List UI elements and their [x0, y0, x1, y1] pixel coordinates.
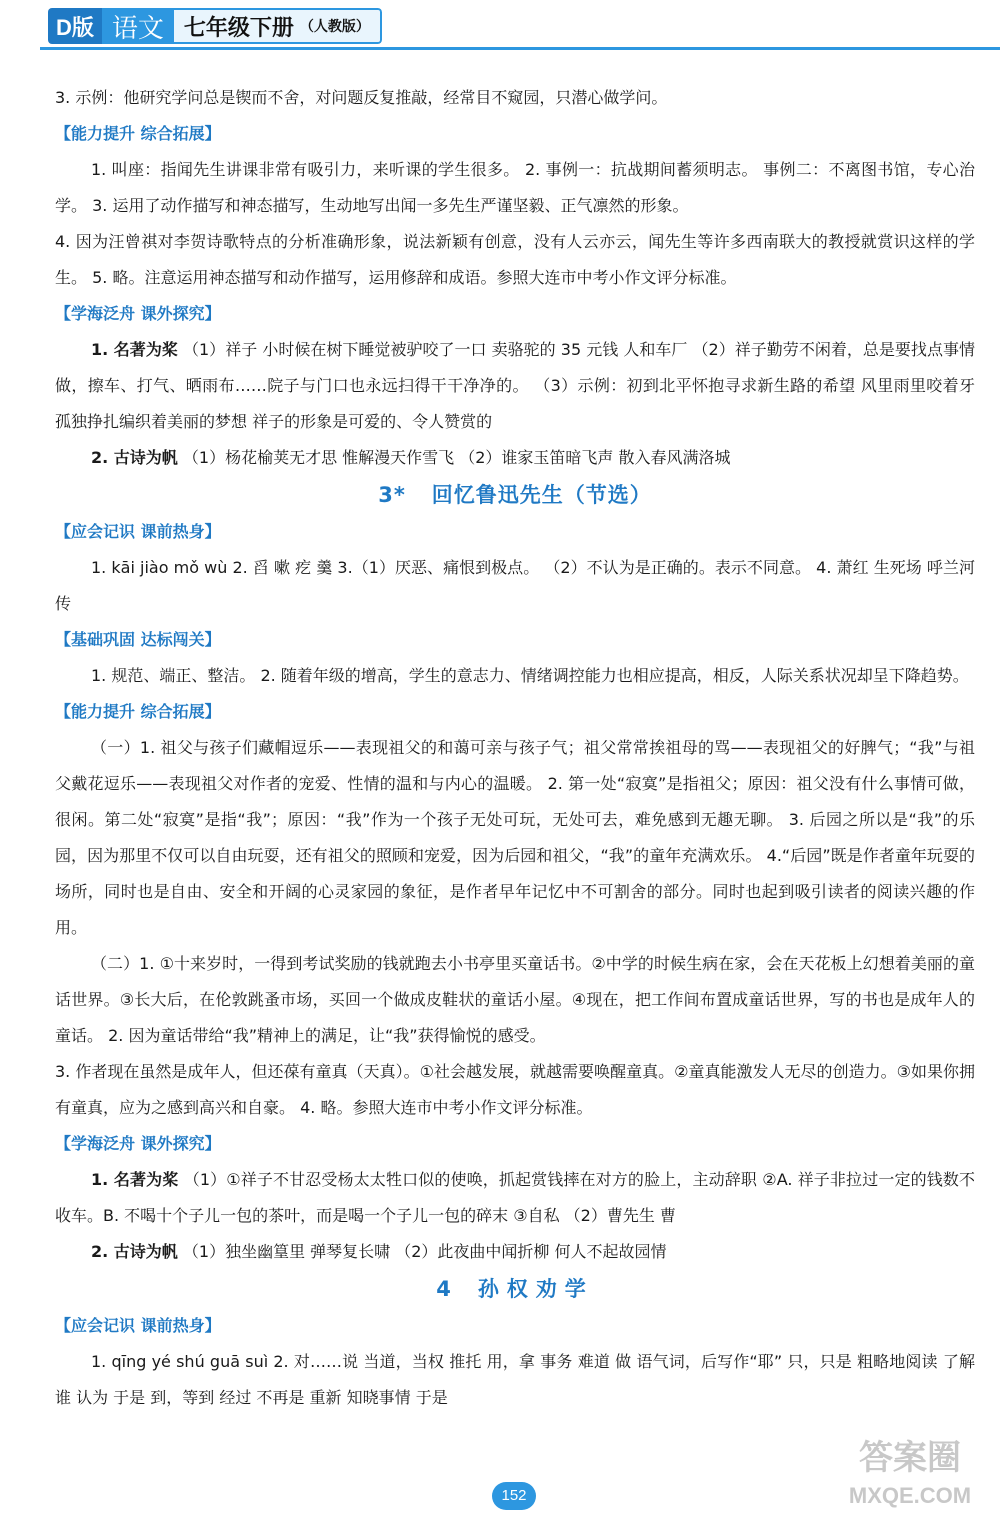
chapter-name: 回忆鲁迅先生（节选）: [431, 483, 652, 507]
grade-text: 七年级下册: [183, 15, 294, 41]
answer-text: （1）杨花榆荚无才思 惟解漫天作雪飞 （2）谁家玉笛暗飞声 散入春风满洛城: [182, 448, 731, 467]
answer-content: [55, 80, 975, 1416]
section-heading: 【应会记识 课前热身】: [55, 522, 221, 541]
publisher-text: （人教版）: [299, 19, 370, 35]
watermark-url: MXQE.COM: [848, 1483, 972, 1508]
sub-heading: 2. 古诗为帆: [91, 448, 178, 467]
answer-text: （1）①祥子不甘忍受杨太太牲口似的使唤，抓起赏钱摔在对方的脸上，主动辞职 ②A. 祥子非拉过一定的钱数不收车。B. 不喝十个子儿一包的茶叶，而是喝一个子儿一包的碎末 ③自私 （2）曹先生 曹: [55, 1170, 975, 1225]
answer-paragraph: （一）1. 祖父与孩子们藏帽逗乐——表现祖父的和蔼可亲与孩子气；祖父常常挨祖母的骂——表现祖父的好脾气；“我”与祖父戴花逗乐——表现祖父对作者的宠爱、性情的温和与内心的温暖。 2. 第一处“寂寞”是指祖父；原因：祖父没有什么事情可做，很闲。第二处“寂寞”是指“我”；原因：“我”作为一个孩子无处可玩，无处可去，难免感到无趣无聊。 3. 后园之所以是“我”的乐园，因为那里不仅可以自由玩耍，还有祖父的照顾和宠爱，因为后园和祖父，“我”的童年充满欢乐。 4.“后园”既是作者童年玩耍的场所，同时也是自由、安全和开阔的心灵家园的象征，是作者早年记忆中不可割舍的部分。同时也起到吸引读者的阅读兴趣的作用。: [55, 738, 975, 937]
page-header: [0, 0, 1000, 62]
chapter-title: [55, 476, 975, 514]
edition-badge: D版: [48, 8, 102, 44]
answer-paragraph: 1. kāi jiào mǒ wù 2. 舀 嗽 疙 羹 3.（1）厌恶、痛恨到极点。 （2）不认为是正确的。表示不同意。 4. 萧红 生死场 呼兰河传: [55, 558, 975, 613]
header-divider: [40, 47, 1000, 50]
sub-heading: 1. 名著为桨: [91, 340, 178, 359]
answer-text: （1）祥子 小时候在树下睡觉被驴咬了一口 卖骆驼的 35 元钱 人和车厂 （2）祥子勤劳不闲着，总是要找点事情做，擦车、打气、晒雨布……院子与门口也永远扫得干干净净的。 （3）示例：初到北平怀抱寻求新生路的希望 风里雨里咬着牙 孤独挣扎编织着美丽的梦想 祥子的形象是可爱的、令人赞赏的: [55, 340, 975, 431]
grade-label: [174, 8, 382, 44]
answer-paragraph: 1. 规范、端正、整洁。 2. 随着年级的增高，学生的意志力、情绪调控能力也相应提高，相反，人际关系状况却呈下降趋势。: [91, 666, 969, 685]
answer-paragraph: 4. 因为汪曾祺对李贺诗歌特点的分析准确形象，说法新颖有创意，没有人云亦云，闻先生等许多西南联大的教授就赏识这样的学生。 5. 略。注意运用神态描写和动作描写，运用修辞和成语。参照大连市中考小作文评分标准。: [55, 232, 975, 287]
sub-heading: 2. 古诗为帆: [91, 1242, 178, 1261]
page-number: 152: [492, 1482, 536, 1510]
section-heading: 【基础巩固 达标闯关】: [55, 630, 221, 649]
section-heading: 【应会记识 课前热身】: [55, 1316, 221, 1335]
answer-paragraph: 3. 作者现在虽然是成年人，但还葆有童真（天真）。①社会越发展，就越需要唤醒童真。②童真能激发人无尽的创造力。③如果你拥有童真，应为之感到高兴和自豪。 4. 略。参照大连市中考小作文评分标准。: [55, 1062, 975, 1117]
answer-paragraph: [55, 332, 975, 440]
section-heading: 【学海泛舟 课外探究】: [55, 304, 221, 323]
answer-paragraph: （二）1. ①十来岁时，一得到考试奖励的钱就跑去小书亭里买童话书。②中学的时候生病在家，会在天花板上幻想着美丽的童话世界。③长大后，在伦敦跳蚤市场，买回一个做成皮鞋状的童话小屋。④现在，把工作间布置成童话世界，写的书也是成年人的童话。 2. 因为童话带给“我”精神上的满足，让“我”获得愉悦的感受。: [55, 954, 975, 1045]
answer-paragraph: 1. qīng yé shú guā suì 2. 对……说 当道，当权 推托 用，拿 事务 难道 做 语气词，后写作“耶” 只，只是 粗略地阅读 了解 谁 认为 于是 到，等到 经过 不再是 重新 知晓事情 于是: [55, 1352, 975, 1407]
section-heading: 【能力提升 综合拓展】: [55, 124, 221, 143]
chapter-title: [55, 1270, 975, 1308]
answer-paragraph: 1. 叫座：指闻先生讲课非常有吸引力，来听课的学生很多。 2. 事例一：抗战期间蓄须明志。 事例二：不离图书馆，专心治学。 3. 运用了动作描写和神态描写，生动地写出闻一多先生严谨坚毅、正气凛然的形象。: [55, 160, 975, 215]
section-heading: 【学海泛舟 课外探究】: [55, 1134, 221, 1153]
answer-paragraph: 3. 示例：他研究学问总是锲而不舍，对问题反复推敲，经常目不窥园，只潜心做学问。: [55, 88, 668, 107]
subject-label: 语文: [102, 8, 174, 44]
section-heading: 【能力提升 综合拓展】: [55, 702, 221, 721]
answer-text: （1）独坐幽篁里 弹琴复长啸 （2）此夜曲中闻折柳 何人不起故园情: [182, 1242, 667, 1261]
chapter-number: 4: [436, 1277, 452, 1301]
watermark-text: 答案圈: [859, 1439, 961, 1477]
sub-heading: 1. 名著为桨: [91, 1170, 179, 1189]
book-brand: [48, 8, 382, 44]
answer-paragraph: [55, 440, 975, 476]
watermark-logo: [830, 1435, 990, 1520]
chapter-name: 孙权劝学: [477, 1277, 594, 1301]
answer-paragraph: [55, 1234, 975, 1270]
answer-paragraph: [55, 1162, 975, 1234]
chapter-number: 3*: [378, 483, 406, 507]
